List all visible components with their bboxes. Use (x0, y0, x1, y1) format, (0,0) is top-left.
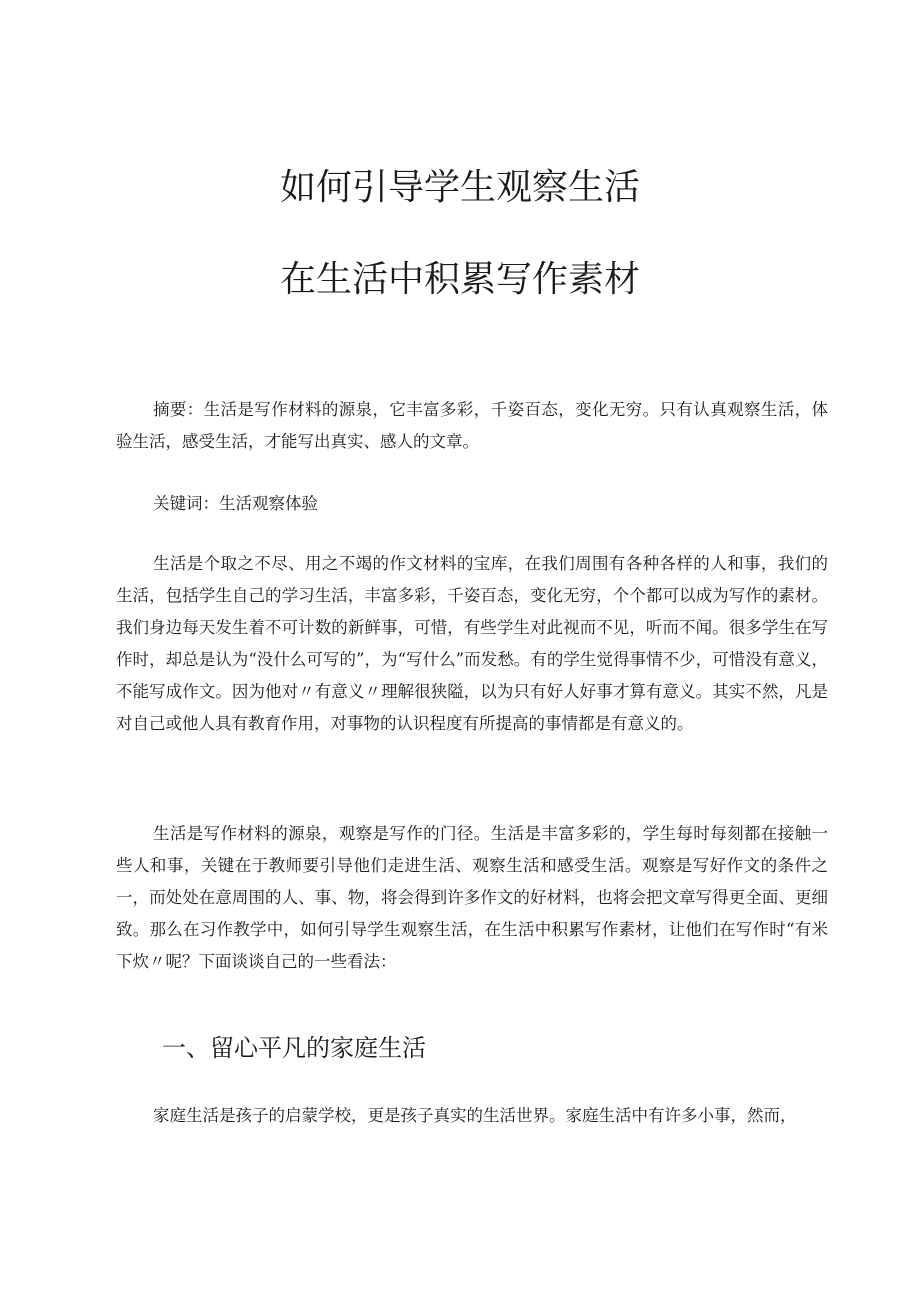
body-paragraph-3: 家庭生活是孩子的启蒙学校，更是孩子真实的生活世界。家庭生活中有许多小事，然而， (153, 1106, 797, 1125)
section-heading-1: 一、留心平凡的家庭生活 (162, 1034, 426, 1062)
keywords-line: 关键词：生活观察体验 (153, 494, 318, 513)
abstract-paragraph: 摘要：生活是写作材料的源泉，它丰富多彩，千姿百态，变化无穷。只有认真观察生活，体验生活，感受生活，才能写出真实、感人的文章。 (116, 400, 828, 451)
body-paragraph-2: 生活是写作材料的源泉，观察是写作的门径。生活是丰富多彩的，学生每时每刻都在接触一些人和事，关键在于教师要引导他们走进生活、观察生活和感受生活。观察是写好作文的条件之一，而处处在意周围的人、事、物，将会得到许多作文的好材料，也将会把文章写得更全面、更细致。那么在习作教学中，如何引导学生观察生活，在生活中积累写作素材，让他们在写作时“有米下炊〃呢？下面谈谈自己的一些看法： (116, 824, 828, 971)
document-title-line-1: 如何引导学生观察生活 (279, 167, 640, 208)
body-paragraph-1: 生活是个取之不尽、用之不竭的作文材料的宝库，在我们周围有各种各样的人和事，我们的生活，包括学生自己的学习生活，丰富多彩，千姿百态，变化无穷，个个都可以成为写作的素材。我们身边每天发生着不可计数的新鲜事，可惜，有些学生对此视而不见，听而不闻。很多学生在写作时，却总是认为“没什么可写的”，为“写什么”而发愁。有的学生觉得事情不少，可惜没有意义，不能写成作文。因为他对〃有意义〃理解很狭隘，以为只有好人好事才算有意义。其实不然，凡是对自己或他人具有教育作用，对事物的认识程度有所提高的事情都是有意义的。 (116, 554, 828, 733)
document-title-line-2: 在生活中积累写作素材 (279, 259, 640, 300)
